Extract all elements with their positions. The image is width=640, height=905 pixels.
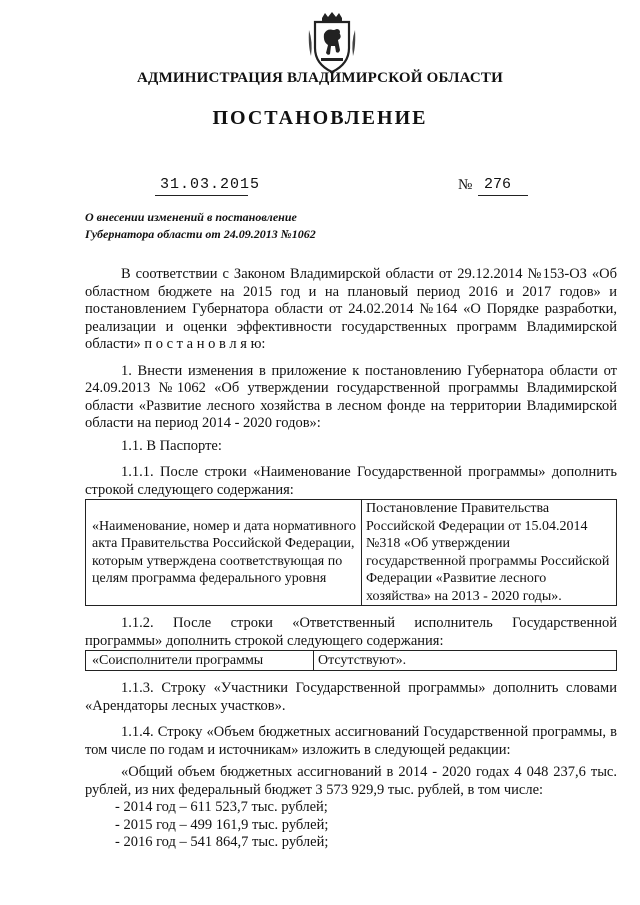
budget-total-paragraph: «Общий объем бюджетных ассигнований в 2014 - 2020 годах 4 048 237,6 тыс. рублей, из них федеральный бюджет 3 573 929,9 тыс. рублей, в том числе: bbox=[85, 764, 617, 798]
item-1-1-2-paragraph: 1.1.2. После строки «Ответственный исполнитель Государственной программы» дополнить строкой следующего содержания: bbox=[85, 615, 617, 649]
budget-years-list bbox=[85, 799, 617, 852]
passport-row-table-2 bbox=[85, 650, 617, 671]
table-cell-right: Постановление Правительства Российской Федерации от 15.04.2014 №318 «Об утверждении государственной программы Российской Федерации «Развитие лесного хозяйства» на 2013 - 2020 годы». bbox=[362, 500, 617, 606]
list-item: - 2016 год – 541 864,7 тыс. рублей; bbox=[115, 834, 329, 850]
table-cell-left: «Соисполнители программы bbox=[86, 651, 314, 671]
subject-line: Губернатора области от 24.09.2013 №1062 bbox=[85, 227, 316, 241]
item-1-1-paragraph: 1.1. В Паспорте: bbox=[121, 437, 222, 454]
document-number-label: № bbox=[458, 177, 473, 193]
number-underline bbox=[478, 195, 528, 196]
authority-title: АДМИНИСТРАЦИЯ ВЛАДИМИРСКОЙ ОБЛАСТИ bbox=[137, 70, 503, 86]
passport-row-table-1 bbox=[85, 499, 617, 606]
preamble-paragraph: В соответствии с Законом Владимирской области от 29.12.2014 №153-ОЗ «Об областном бюджете на 2015 год и на плановый период 2016 и 2017 годов» и постановлением Губернатора области от 24.02.2014 №164 «О Порядке разработки, реализации и оценки эффективности государственных программ Владимирской области» п о с т а н о в л я ю: bbox=[85, 266, 617, 352]
date-underline bbox=[155, 195, 248, 196]
item-1-1-4-paragraph: 1.1.4. Строку «Объем бюджетных ассигнований Государственной программы, в том числе по годам и источникам» изложить в следующей редакции: bbox=[85, 724, 617, 758]
list-item: - 2014 год – 611 523,7 тыс. рублей; bbox=[115, 799, 328, 815]
document-date: 31.03.2015 bbox=[160, 176, 261, 193]
list-item: - 2015 год – 499 161,9 тыс. рублей; bbox=[115, 816, 329, 833]
item-1-paragraph: 1. Внести изменения в приложение к постановлению Губернатора области от 24.09.2013 №1062 «Об утверждении государственной программы Владимирской области «Развитие лесного хозяйства в лесном фонде на территории Владимирской области на период 2014 - 2020 годов»: bbox=[85, 362, 617, 431]
table-row bbox=[86, 500, 617, 606]
table-cell-left: «Наименование, номер и дата нормативного акта Правительства Российской Федерации, которым утверждена соответствующая по целям программа федерального уровня bbox=[86, 500, 362, 606]
table-row bbox=[86, 651, 617, 671]
item-1-1-3-paragraph: 1.1.3. Строку «Участники Государственной программы» дополнить словами «Арендаторы лесных участков». bbox=[85, 680, 617, 714]
table-cell-right: Отсутствуют». bbox=[314, 651, 617, 671]
coat-of-arms-icon bbox=[307, 12, 357, 74]
document-type-title: ПОСТАНОВЛЕНИЕ bbox=[212, 107, 428, 129]
document-subject bbox=[85, 209, 355, 243]
subject-line: О внесении изменений в постановление bbox=[85, 210, 297, 224]
item-1-1-1-paragraph: 1.1.1. После строки «Наименование Государственной программы» дополнить строкой следующего содержания: bbox=[85, 464, 617, 498]
document-number: 276 bbox=[484, 176, 512, 193]
document-body bbox=[85, 266, 617, 852]
